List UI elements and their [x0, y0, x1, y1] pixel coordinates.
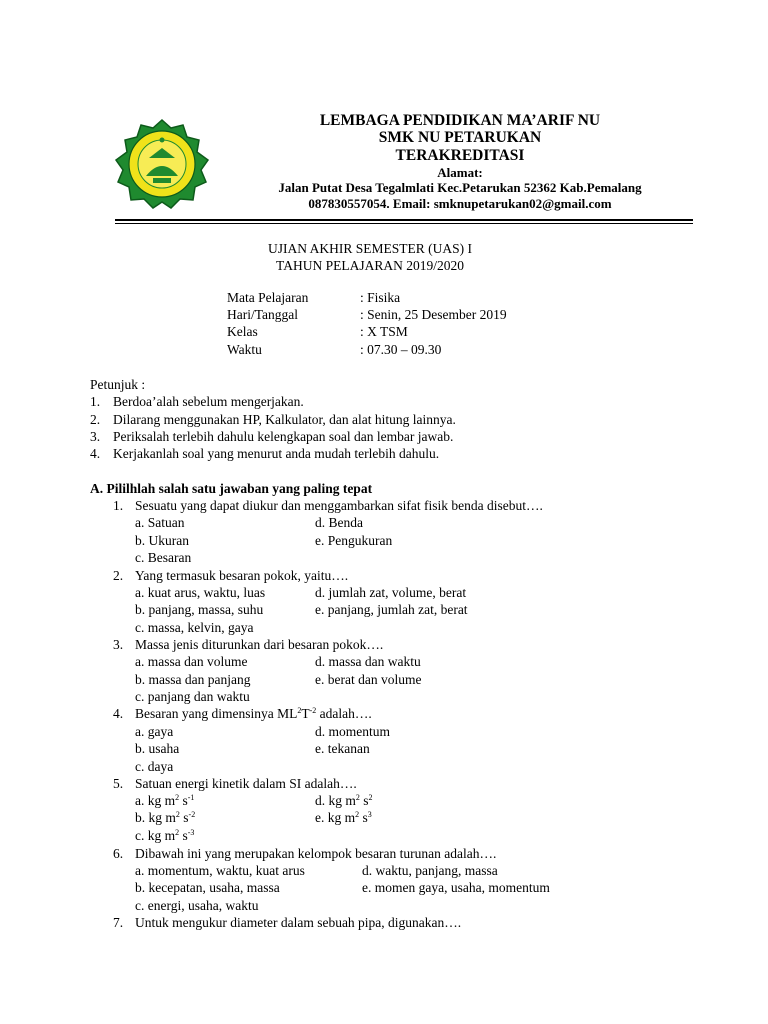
accreditation: TERAKREDITASI — [395, 147, 525, 164]
option-a: a. massa dan volume — [135, 654, 248, 669]
option-b: b. panjang, massa, suhu — [135, 602, 264, 617]
info-value-time: : 07.30 – 09.30 — [360, 342, 442, 357]
section-a-title: A. Pililhlah salah satu jawaban yang paling tepat — [90, 481, 373, 496]
option-d: d. momentum — [315, 724, 390, 739]
question-number: 5. — [113, 776, 124, 791]
question-text: Sesuatu yang dapat diukur dan menggambarkan sifat fisik benda disebut…. — [135, 498, 543, 513]
info-value-date: : Senin, 25 Desember 2019 — [360, 307, 507, 322]
option-b: b. kecepatan, usaha, massa — [135, 880, 280, 895]
option-d: d. kg $m^2$ $s^2$ — [315, 793, 373, 808]
option-e: e. kg $m^2$ $s^3$ — [315, 810, 372, 825]
option-d: d. jumlah zat, volume, berat — [315, 585, 467, 600]
exam-title: UJIAN AKHIR SEMESTER (UAS) I — [267, 241, 472, 256]
instruction-num: 2. — [90, 412, 101, 427]
info-value-class: : X TSM — [360, 324, 408, 339]
info-label-time: Waktu — [227, 342, 262, 357]
question-number: 3. — [113, 637, 124, 652]
info-label-subject: Mata Pelajaran — [227, 290, 309, 305]
option-e: e. momen gaya, usaha, momentum — [362, 880, 550, 895]
option-d: d. Benda — [315, 515, 363, 530]
exam-year: TAHUN PELAJARAN 2019/2020 — [276, 258, 464, 273]
institution-name: LEMBAGA PENDIDIKAN MA’ARIF NU — [319, 112, 601, 129]
question-text: Satuan energi kinetik dalam SI adalah…. — [135, 776, 357, 791]
option-c: c. Besaran — [135, 550, 192, 565]
question-number: 1. — [113, 498, 124, 513]
contact-line: 087830557054. Email: smknupetarukan02@gmail.com — [308, 196, 612, 211]
question-text: Besaran yang dimensinya $ML^2T^{-2}$ adalah…. — [135, 706, 372, 721]
info-value-subject: : Fisika — [360, 290, 401, 305]
instruction-num: 1. — [90, 394, 101, 409]
question-text: Yang termasuk besaran pokok, yaitu…. — [135, 568, 349, 583]
question-text: Untuk mengukur diameter dalam sebuah pipa, digunakan…. — [135, 915, 462, 930]
instruction-text: Periksalah terlebih dahulu kelengkapan soal dan lembar jawab. — [113, 429, 454, 444]
instruction-text: Dilarang menggunakan HP, Kalkulator, dan alat hitung lainnya. — [113, 412, 456, 427]
option-b: b. kg $m^2$ $s^{-2}$ — [135, 810, 196, 825]
question-number: 6. — [113, 846, 124, 861]
option-e: e. panjang, jumlah zat, berat — [315, 602, 468, 617]
option-c: c. daya — [135, 759, 174, 774]
header-divider-thin — [115, 223, 693, 224]
option-a: a. kg $m^2$ $s^{-1}$ — [135, 793, 195, 808]
option-a: a. Satuan — [135, 515, 185, 530]
instruction-num: 4. — [90, 446, 101, 461]
option-b: b. usaha — [135, 741, 180, 756]
option-a: a. momentum, waktu, kuat arus — [135, 863, 305, 878]
option-b: b. Ukuran — [135, 533, 189, 548]
option-e: e. Pengukuran — [315, 533, 393, 548]
option-e: e. berat dan volume — [315, 672, 422, 687]
question-number: 7. — [113, 915, 124, 930]
instruction-text: Kerjakanlah soal yang menurut anda mudah terlebih dahulu. — [113, 446, 440, 461]
question-number: 4. — [113, 706, 124, 721]
instructions-title: Petunjuk : — [90, 377, 146, 392]
question-text: Dibawah ini yang merupakan kelompok besaran turunan adalah…. — [135, 846, 497, 861]
header-divider — [115, 219, 693, 221]
option-c: c. massa, kelvin, gaya — [135, 620, 254, 635]
address-line: Jalan Putat Desa Tegalmlati Kec.Petarukan 52362 Kab.Pemalang — [278, 180, 642, 195]
option-e: e. tekanan — [315, 741, 370, 756]
option-b: b. massa dan panjang — [135, 672, 251, 687]
option-c: c. energi, usaha, waktu — [135, 898, 259, 913]
instruction-text: Berdoa’alah sebelum mengerjakan. — [113, 394, 304, 409]
school-emblem-icon — [113, 118, 211, 210]
option-a: a. kuat arus, waktu, luas — [135, 585, 266, 600]
info-label-date: Hari/Tanggal — [227, 307, 299, 322]
question-text: Massa jenis diturunkan dari besaran pokok…. — [135, 637, 384, 652]
option-a: a. gaya — [135, 724, 174, 739]
option-c: c. panjang dan waktu — [135, 689, 250, 704]
address-label: Alamat: — [437, 165, 483, 180]
instruction-num: 3. — [90, 429, 101, 444]
option-d: d. waktu, panjang, massa — [362, 863, 498, 878]
option-d: d. massa dan waktu — [315, 654, 421, 669]
school-name: SMK NU PETARUKAN — [378, 129, 542, 146]
info-label-class: Kelas — [227, 324, 258, 339]
option-c: c. kg $m^2$ $s^{-3}$ — [135, 828, 195, 843]
question-number: 2. — [113, 568, 124, 583]
